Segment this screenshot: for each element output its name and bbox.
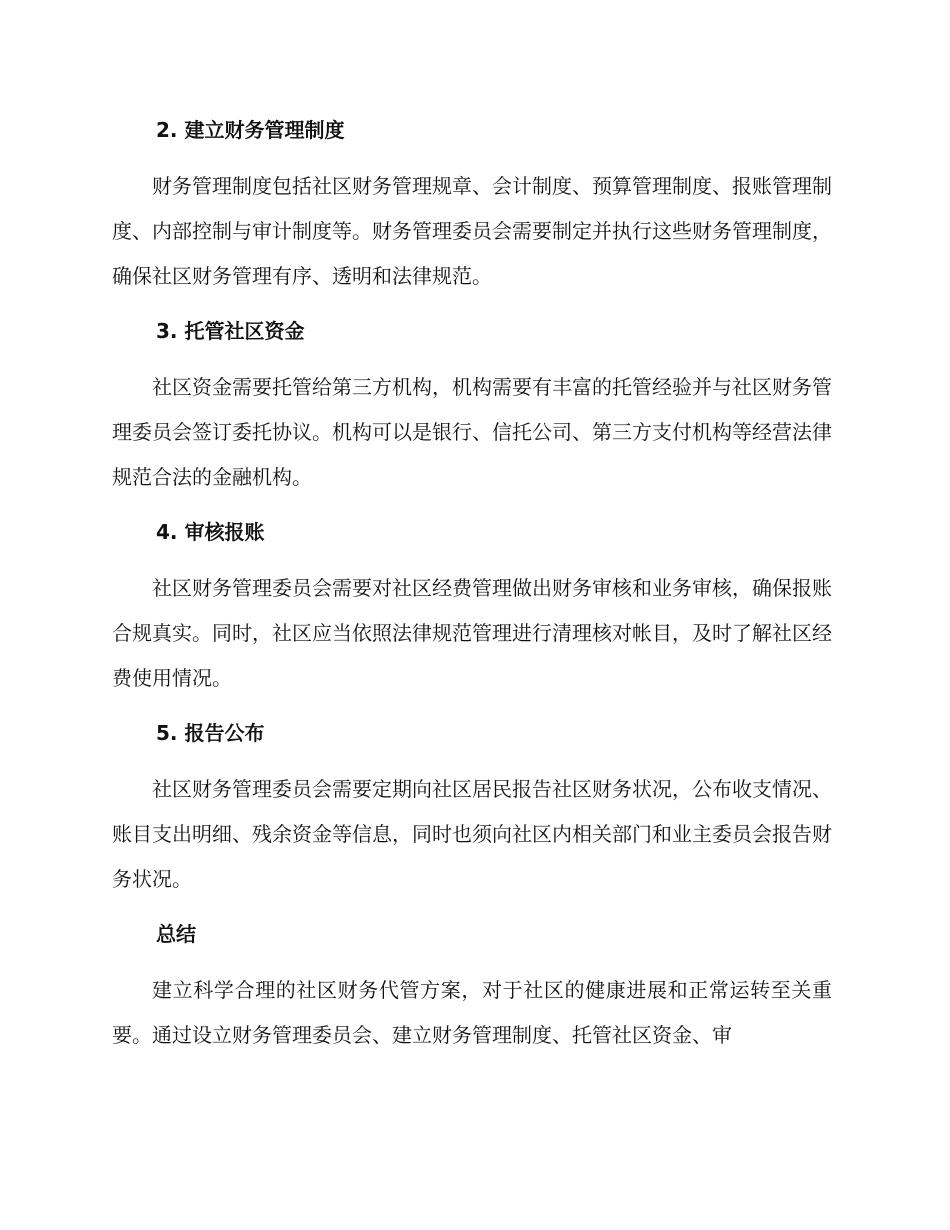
- section-paragraph-financial-system: 财务管理制度包括社区财务管理规章、会计制度、预算管理制度、报账管理制度、内部控制与审计制度等。财务管理委员会需要制定并执行这些财务管理制度，确保社区财务管理有序、透明和法律规范。: [112, 174, 832, 288]
- section-paragraph-fund-custody: 社区资金需要托管给第三方机构，机构需要有丰富的托管经验并与社区财务管理委员会签订委托协议。机构可以是银行、信托公司、第三方支付机构等经营法律规范合法的金融机构。: [112, 375, 832, 489]
- section-heading-fund-custody: 3. 托管社区资金: [156, 319, 305, 343]
- section-heading-audit: 4. 审核报账: [156, 520, 265, 544]
- section-paragraph-summary: 建立科学合理的社区财务代管方案，对于社区的健康进展和正常运转至关重要。通过设立财务管理委员会、建立财务管理制度、托管社区资金、审: [112, 978, 832, 1047]
- section-heading-report: 5. 报告公布: [156, 721, 265, 745]
- section-heading-summary: 总结: [156, 922, 196, 946]
- section-heading-financial-system: 2. 建立财务管理制度: [156, 118, 345, 142]
- document-body: [112, 112, 832, 1058]
- section-paragraph-audit: 社区财务管理委员会需要对社区经费管理做出财务审核和业务审核，确保报账合规真实。同时，社区应当依照法律规范管理进行清理核对帐目，及时了解社区经费使用情况。: [112, 576, 832, 690]
- section-paragraph-report: 社区财务管理委员会需要定期向社区居民报告社区财务状况，公布收支情况、账目支出明细、残余资金等信息，同时也须向社区内相关部门和业主委员会报告财务状况。: [112, 777, 832, 891]
